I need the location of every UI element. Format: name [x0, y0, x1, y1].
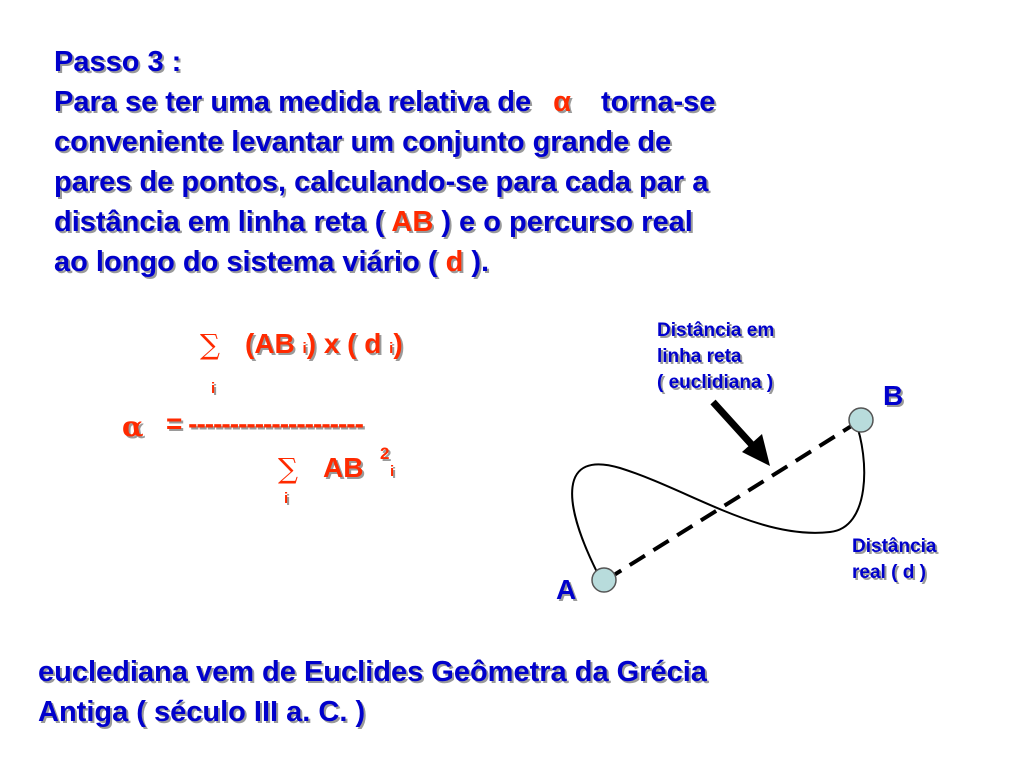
numerator-part-c: )	[393, 328, 403, 359]
point-b-marker	[849, 408, 873, 432]
fraction-line: = ---------------------	[166, 408, 363, 439]
point-a-label: A	[556, 574, 577, 605]
intro-line-4-end: ) e o percurso real	[441, 206, 693, 238]
denominator-sigma: ∑	[278, 452, 298, 485]
denominator-superscript: 2	[380, 444, 390, 463]
numerator-part-a: (AB	[245, 328, 295, 359]
point-a-marker	[592, 568, 616, 592]
formula-alpha: α	[122, 410, 144, 443]
d-term: d	[445, 246, 464, 278]
straight-line-dashed	[606, 420, 861, 580]
intro-line-5-start: ao longo do sistema viário (	[54, 246, 438, 278]
arrow-shaft	[713, 402, 752, 445]
straight-distance-label	[657, 318, 774, 396]
numerator-sigma: ∑	[200, 328, 220, 361]
footer-line-1: euclediana vem de Euclides Geômetra da Grécia	[38, 656, 707, 688]
intro-line-3: pares de pontos, calculando-se para cada par a	[54, 166, 709, 198]
footer-line-2: Antiga ( século III a. C. )	[38, 696, 366, 728]
numerator-sigma-index: i	[211, 380, 216, 397]
real-label-line-2: real ( d )	[852, 562, 926, 583]
numerator-part-b: ) x ( d	[306, 328, 382, 359]
real-label-line-1: Distância	[852, 536, 937, 557]
intro-line-5-end: ).	[471, 246, 490, 278]
step-heading: Passo 3 :	[54, 46, 182, 78]
footer-note	[38, 652, 998, 732]
alpha-symbol: α	[553, 86, 571, 118]
intro-line-2: conveniente levantar um conjunto grande de	[54, 126, 672, 158]
ab-term: AB	[391, 206, 434, 238]
numerator-sub-i-1: i	[302, 340, 307, 357]
straight-label-line-2: linha reta	[657, 346, 742, 367]
denominator-subscript: i	[390, 463, 395, 480]
denominator: AB	[323, 452, 364, 483]
real-distance-label	[852, 534, 936, 586]
numerator-sub-i-2: i	[389, 340, 394, 357]
point-b-label: B	[883, 380, 904, 411]
intro-line-4-start: distância em linha reta (	[54, 206, 385, 238]
intro-line-1-end: torna-se	[600, 86, 716, 118]
straight-label-line-3: ( euclidiana )	[657, 372, 774, 393]
denominator-sigma-index: i	[284, 490, 289, 507]
straight-label-line-1: Distância em	[657, 320, 775, 341]
intro-line-1-start: Para se ter uma medida relativa de	[54, 86, 532, 118]
